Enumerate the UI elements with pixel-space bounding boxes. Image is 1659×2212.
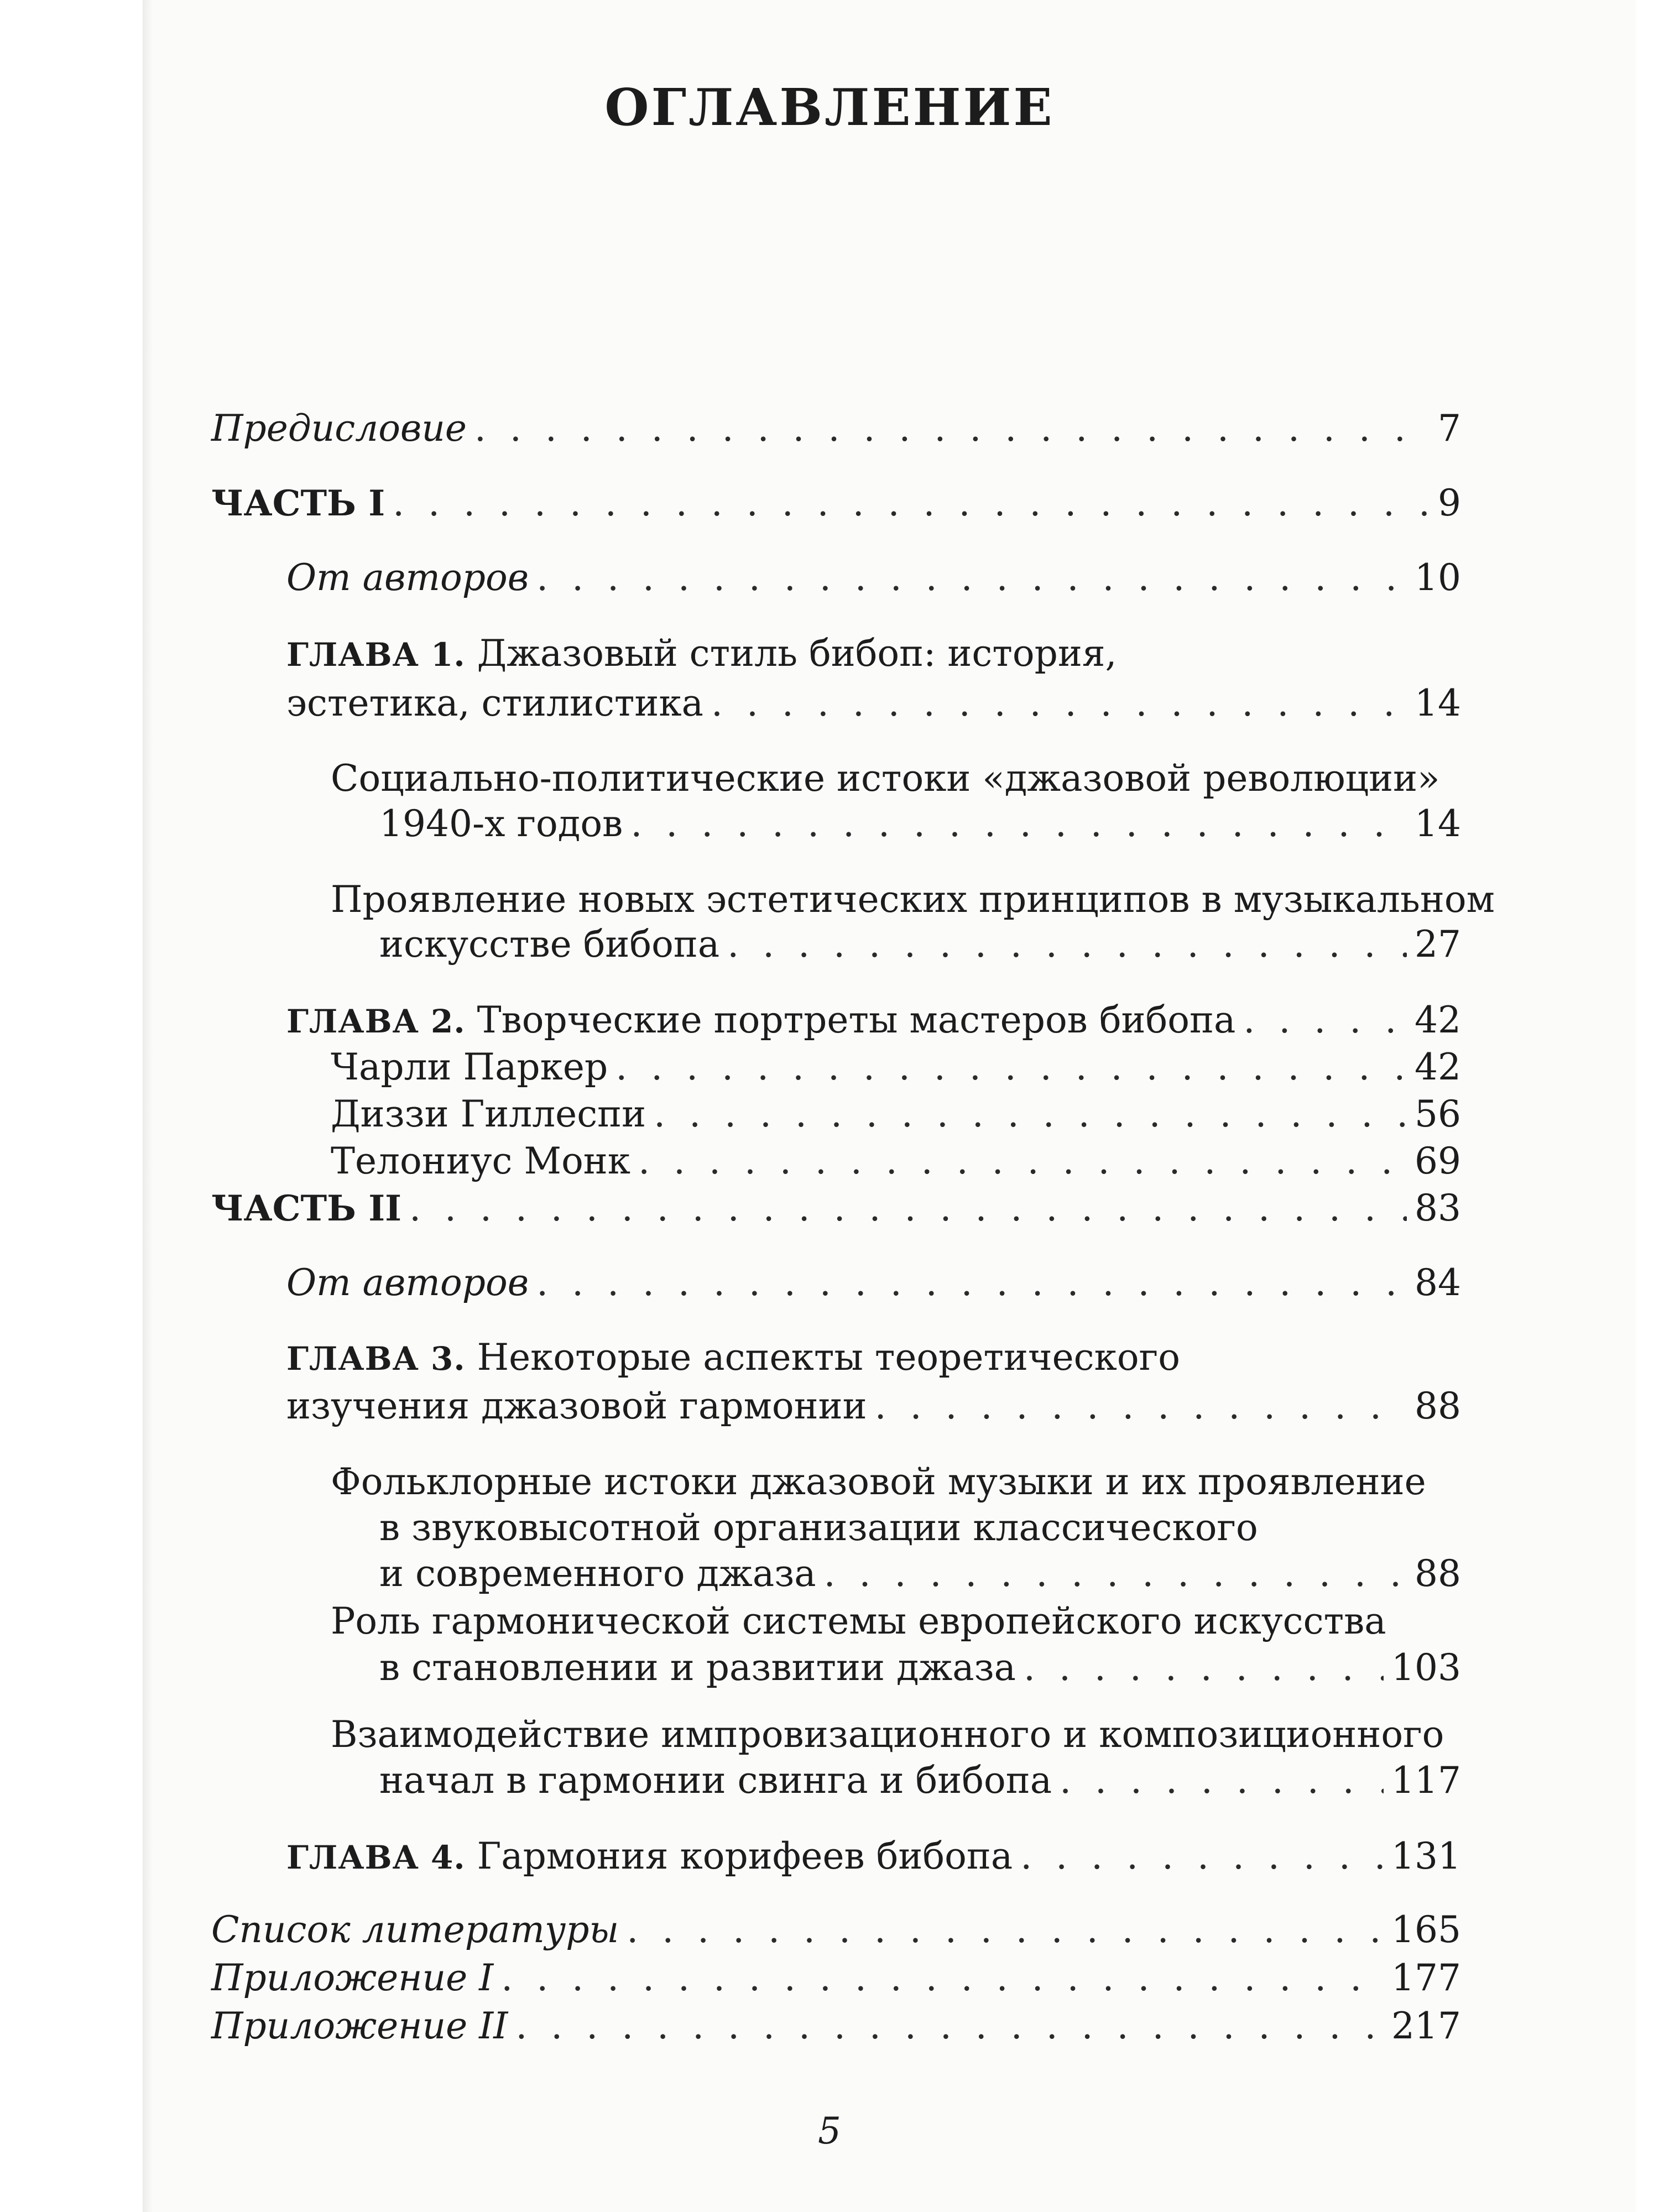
toc-entry-preface[interactable] <box>211 406 1461 451</box>
toc-entry-page: 69 <box>1415 1140 1461 1182</box>
toc-entry-page: 14 <box>1415 802 1461 845</box>
toc-entry-title: Список литературы <box>211 1908 619 1951</box>
toc-entry-chapter4[interactable] <box>286 1834 1461 1880</box>
toc-entry-chapter2[interactable] <box>286 998 1461 1044</box>
toc-entry-page: 88 <box>1415 1385 1461 1427</box>
toc-entry-ch2-s2[interactable] <box>331 1092 1461 1136</box>
toc-entry-page: 42 <box>1415 999 1461 1041</box>
toc-entry-page: 83 <box>1415 1187 1461 1229</box>
leader-dots <box>875 1384 1407 1428</box>
toc-entry-page: 217 <box>1391 2005 1461 2047</box>
toc-entry-ch3-s1[interactable] <box>379 1552 1461 1596</box>
toc-section-line1[interactable]: Проявление новых эстетических принципов в музыкальном <box>331 878 1495 921</box>
leader-dots <box>1020 1834 1384 1879</box>
leader-dots <box>536 556 1407 600</box>
toc-entry-title: Диззи Гиллеспи <box>331 1093 646 1135</box>
toc-entry-page: 88 <box>1415 1552 1461 1595</box>
toc-entry-title: Телониус Монк <box>331 1140 631 1182</box>
toc-entry-chapter3[interactable] <box>286 1384 1461 1428</box>
toc-entry-title: и современного джаза <box>379 1552 816 1595</box>
leader-dots <box>536 1261 1407 1305</box>
leader-dots <box>1024 1646 1384 1690</box>
toc-entry-title: Гармония корифеев бибопа <box>477 1835 1013 1877</box>
leader-dots <box>501 1956 1384 2000</box>
toc-entry-appendix2[interactable] <box>211 2004 1461 2048</box>
toc-entry-chapter1[interactable] <box>286 681 1461 726</box>
chapter-title: Джазовый стиль бибоп: история, <box>477 632 1117 675</box>
toc-entry-title: ЧАСТЬ I <box>211 483 385 524</box>
chapter-title: Некоторые аспекты теоретического <box>477 1336 1180 1379</box>
toc-entry-page: 131 <box>1391 1835 1461 1877</box>
toc-entry-part2-authors[interactable] <box>286 1261 1461 1305</box>
toc-entry-title: 1940-х годов <box>379 802 623 845</box>
toc-entry-page: 27 <box>1415 923 1461 966</box>
chapter-label: ГЛАВА 3. <box>286 1340 466 1378</box>
toc-entry-ch3-s2[interactable] <box>379 1646 1461 1690</box>
toc-chapter1-line1[interactable] <box>286 632 1117 677</box>
toc-section-line2[interactable]: в звуковысотной организации классического <box>379 1506 1258 1549</box>
toc-entry-appendix1[interactable] <box>211 1956 1461 2000</box>
leader-dots <box>711 681 1407 726</box>
toc-entry-title: Творческие портреты мастеров бибопа <box>477 999 1236 1041</box>
toc-entry-part1-authors[interactable] <box>286 556 1461 600</box>
leader-dots <box>630 802 1407 846</box>
leader-dots <box>824 1552 1407 1596</box>
leader-dots <box>474 406 1430 451</box>
chapter-label: ГЛАВА 1. <box>286 636 466 674</box>
toc-entry-part1[interactable] <box>211 481 1461 526</box>
leader-dots <box>393 481 1430 525</box>
toc-entry-title: ЧАСТЬ II <box>211 1188 402 1229</box>
toc-entry-page: 165 <box>1391 1908 1461 1951</box>
leader-dots <box>727 922 1407 967</box>
toc-entry-ch1-s1[interactable] <box>379 802 1461 846</box>
toc-entry-title: Приложение I <box>211 1957 494 1999</box>
toc-entry-page: 14 <box>1415 682 1461 724</box>
toc-entry-part2[interactable] <box>211 1186 1461 1231</box>
toc-entry-title: От авторов <box>286 556 529 599</box>
toc-entry-title: эстетика, стилистика <box>286 682 704 724</box>
toc-entry-page: 103 <box>1391 1646 1461 1689</box>
leader-dots <box>638 1139 1407 1183</box>
toc-entry-page: 42 <box>1415 1046 1461 1088</box>
page-title: ОГЛАВЛЕНИЕ <box>604 77 1055 137</box>
leader-dots <box>409 1186 1407 1230</box>
toc-section-line1[interactable]: Роль гармонической системы европейского искусства <box>331 1600 1386 1642</box>
toc-entry-page: 9 <box>1438 482 1461 524</box>
toc-entry-title: Приложение II <box>211 2005 508 2047</box>
toc-entry-title: начал в гармонии свинга и бибопа <box>379 1759 1052 1802</box>
toc-entry-page: 56 <box>1415 1093 1461 1135</box>
page-number: 5 <box>818 2110 841 2152</box>
toc-entry-page: 84 <box>1415 1261 1461 1304</box>
toc-entry-ch1-s2[interactable] <box>379 922 1461 967</box>
toc-entry-ch3-s3[interactable] <box>379 1759 1461 1803</box>
leader-dots <box>1060 1759 1384 1803</box>
chapter-label: ГЛАВА 4. <box>286 1839 466 1876</box>
toc-entry-title: От авторов <box>286 1261 529 1304</box>
toc-entry-ch2-s3[interactable] <box>331 1139 1461 1183</box>
toc-entry-title: искусстве бибопа <box>379 923 720 966</box>
toc-section-line1[interactable]: Социально-политические истоки «джазовой революции» <box>331 757 1440 800</box>
toc-entry-ch2-s1[interactable] <box>331 1045 1461 1089</box>
toc-entry-page: 117 <box>1391 1759 1461 1802</box>
toc-entry-references[interactable] <box>211 1908 1461 1952</box>
chapter-label: ГЛАВА 2. <box>286 1003 466 1040</box>
toc-entry-title: изучения джазовой гармонии <box>286 1385 867 1427</box>
toc-entry-title: Предисловие <box>211 407 467 450</box>
leader-dots <box>654 1092 1407 1136</box>
toc-entry-title: в становлении и развитии джаза <box>379 1646 1016 1689</box>
toc-chapter3-line1[interactable] <box>286 1335 1180 1381</box>
toc-entry-page: 10 <box>1415 556 1461 599</box>
toc-entry-title: Чарли Паркер <box>331 1046 608 1088</box>
toc-entry-page: 177 <box>1391 1957 1461 1999</box>
leader-dots <box>615 1045 1407 1089</box>
leader-dots <box>1243 998 1407 1042</box>
toc-section-line1[interactable]: Взаимодействие импровизационного и композиционного <box>331 1713 1444 1756</box>
toc-entry-page: 7 <box>1438 407 1461 450</box>
toc-section-line1[interactable]: Фольклорные истоки джазовой музыки и их проявление <box>331 1460 1426 1503</box>
leader-dots <box>627 1908 1384 1952</box>
leader-dots <box>515 2004 1384 2048</box>
